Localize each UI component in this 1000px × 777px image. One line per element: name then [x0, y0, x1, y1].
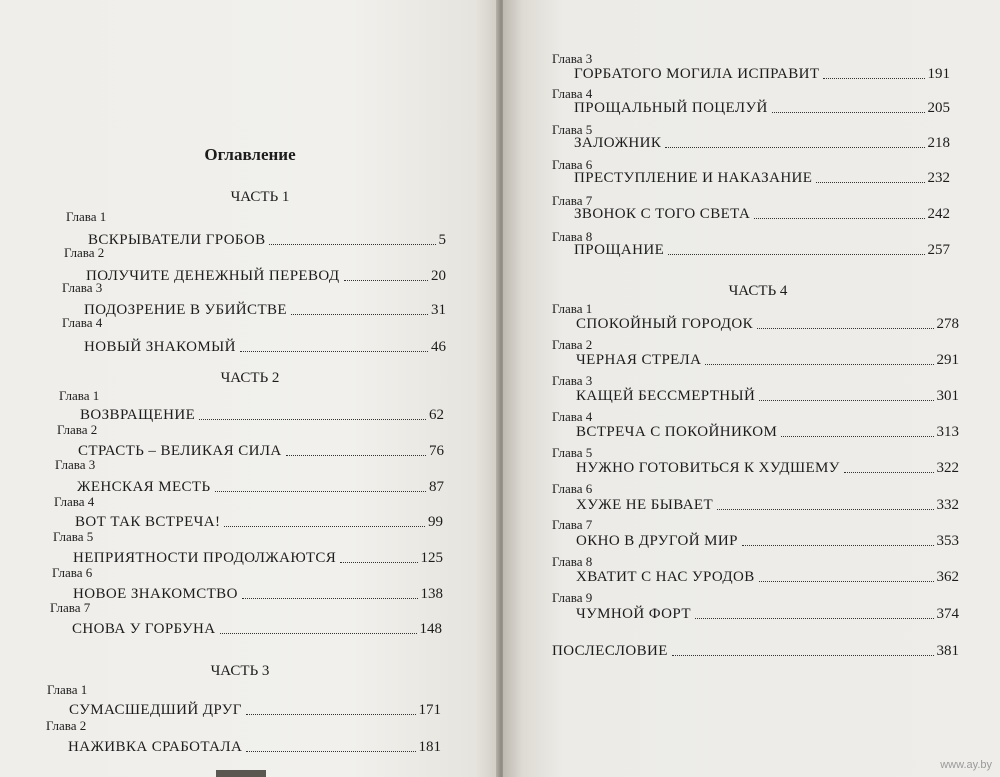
- entry-title: НЕПРИЯТНОСТИ ПРОДОЛЖАЮТСЯ: [73, 550, 337, 566]
- page-edge-mark: [216, 770, 266, 777]
- entry-title: ПОДОЗРЕНИЕ В УБИЙСТВЕ: [84, 302, 287, 318]
- dot-leader: [224, 526, 425, 527]
- entry-page: 205: [927, 100, 950, 116]
- dot-leader: [668, 254, 924, 255]
- entry-title: ВСТРЕЧА С ПОКОЙНИКОМ: [576, 424, 778, 440]
- dot-leader: [781, 436, 933, 437]
- entry-page: 374: [936, 606, 959, 622]
- dot-leader: [340, 562, 417, 563]
- dot-leader: [344, 280, 428, 281]
- dot-leader: [772, 112, 925, 113]
- entry-page: 181: [418, 739, 441, 755]
- chapter-label: Глава 2: [64, 245, 105, 260]
- entry-title: ЗАЛОЖНИК: [574, 135, 662, 151]
- chapter-label: Глава 4: [62, 315, 103, 330]
- toc-entry[interactable]: [86, 265, 446, 285]
- toc-entry[interactable]: [576, 603, 959, 623]
- dot-leader: [757, 328, 933, 329]
- entry-title: ВОЗВРАЩЕНИЕ: [80, 407, 196, 423]
- toc-entry[interactable]: [576, 313, 959, 333]
- dot-leader: [759, 581, 934, 582]
- chapter-label: Глава 4: [552, 86, 593, 101]
- part-heading: ЧАСТЬ 4: [728, 283, 788, 299]
- chapter-label: Глава 1: [552, 301, 593, 316]
- entry-page: 301: [936, 388, 959, 404]
- entry-page: 125: [420, 550, 443, 566]
- entry-page: 242: [927, 206, 950, 222]
- toc-entry[interactable]: [72, 618, 442, 638]
- toc-entry[interactable]: [574, 63, 950, 83]
- chapter-label: Глава 6: [552, 481, 593, 496]
- entry-page: 218: [927, 135, 950, 151]
- toc-entry[interactable]: [576, 385, 959, 405]
- toc-entry[interactable]: [576, 566, 959, 586]
- dot-leader: [240, 351, 428, 352]
- dot-leader: [199, 419, 426, 420]
- entry-title: НОВОЕ ЗНАКОМСТВО: [73, 586, 238, 602]
- entry-page: 278: [936, 316, 959, 332]
- entry-title: ОКНО В ДРУГОЙ МИР: [576, 533, 738, 549]
- toc-entry[interactable]: [69, 699, 441, 719]
- entry-title: ХУЖЕ НЕ БЫВАЕТ: [576, 497, 714, 513]
- chapter-label: Глава 3: [55, 457, 96, 472]
- toc-entry[interactable]: [88, 229, 446, 249]
- toc-entry[interactable]: [574, 167, 950, 187]
- entry-title: ЧЕРНАЯ СТРЕЛА: [576, 352, 702, 368]
- entry-page: 332: [936, 497, 959, 513]
- entry-page: 138: [420, 586, 443, 602]
- entry-page: 46: [431, 339, 446, 355]
- entry-title: НАЖИВКА СРАБОТАЛА: [68, 739, 243, 755]
- entry-page: 171: [418, 702, 441, 718]
- dot-leader: [844, 472, 934, 473]
- entry-title: СТРАСТЬ – ВЕЛИКАЯ СИЛА: [78, 443, 282, 459]
- entry-title: НОВЫЙ ЗНАКОМЫЙ: [84, 339, 236, 355]
- toc-entry[interactable]: [77, 476, 444, 496]
- part-heading: ЧАСТЬ 2: [220, 370, 280, 386]
- chapter-label: Глава 2: [57, 422, 98, 437]
- chapter-label: Глава 7: [552, 517, 593, 532]
- entry-page: 31: [431, 302, 446, 318]
- chapter-label: Глава 7: [552, 193, 593, 208]
- toc-entry[interactable]: [75, 511, 443, 531]
- entry-title: ВОТ ТАК ВСТРЕЧА!: [75, 514, 221, 530]
- dot-leader: [823, 78, 924, 79]
- right-page: [503, 0, 1000, 777]
- part-heading: ЧАСТЬ 3: [210, 663, 270, 679]
- toc-entry[interactable]: [576, 494, 959, 514]
- entry-title: ПОЛУЧИТЕ ДЕНЕЖНЫЙ ПЕРЕВОД: [86, 268, 340, 284]
- toc-entry[interactable]: [576, 421, 959, 441]
- chapter-label: Глава 5: [552, 122, 593, 137]
- entry-page: 148: [419, 621, 442, 637]
- entry-page: 76: [429, 443, 444, 459]
- toc-entry[interactable]: [576, 349, 959, 369]
- dot-leader: [742, 545, 934, 546]
- toc-entry[interactable]: [574, 203, 950, 223]
- entry-page: 62: [429, 407, 444, 423]
- entry-page: 99: [428, 514, 443, 530]
- dot-leader: [695, 618, 934, 619]
- chapter-label: Глава 5: [53, 529, 94, 544]
- dot-leader: [291, 314, 428, 315]
- chapter-label: Глава 1: [59, 388, 100, 403]
- entry-title: ПРОЩАЛЬНЫЙ ПОЦЕЛУЙ: [574, 100, 768, 116]
- entry-page: 232: [927, 170, 950, 186]
- dot-leader: [269, 244, 435, 245]
- chapter-label: Глава 6: [52, 565, 93, 580]
- entry-page: 191: [927, 66, 950, 82]
- entry-title: ЧУМНОЙ ФОРТ: [576, 606, 691, 622]
- chapter-label: Глава 8: [552, 554, 593, 569]
- part-heading: ЧАСТЬ 1: [230, 189, 290, 205]
- dot-leader: [717, 509, 933, 510]
- entry-title: ЗВОНОК С ТОГО СВЕТА: [574, 206, 751, 222]
- chapter-label: Глава 8: [552, 229, 593, 244]
- toc-entry[interactable]: [574, 97, 950, 117]
- dot-leader: [215, 491, 426, 492]
- entry-title: СПОКОЙНЫЙ ГОРОДОК: [576, 316, 754, 332]
- toc-entry[interactable]: [73, 583, 443, 603]
- entry-title: ПРЕСТУПЛЕНИЕ И НАКАЗАНИЕ: [574, 170, 813, 186]
- chapter-label: Глава 9: [552, 590, 593, 605]
- chapter-label: Глава 3: [552, 51, 593, 66]
- dot-leader: [672, 655, 934, 656]
- entry-page: 20: [431, 268, 446, 284]
- entry-page: 257: [927, 242, 950, 258]
- dot-leader: [759, 400, 933, 401]
- dot-leader: [246, 714, 416, 715]
- entry-title: СУМАСШЕДШИЙ ДРУГ: [69, 702, 242, 718]
- chapter-label: Глава 2: [552, 337, 593, 352]
- chapter-label: Глава 2: [46, 718, 87, 733]
- toc-entry[interactable]: [574, 239, 950, 259]
- dot-leader: [705, 364, 933, 365]
- chapter-label: Глава 6: [552, 157, 593, 172]
- toc-entry[interactable]: [576, 457, 959, 477]
- entry-page: 381: [936, 643, 959, 659]
- dot-leader: [246, 751, 415, 752]
- entry-title: КАЩЕЙ БЕССМЕРТНЫЙ: [576, 388, 756, 404]
- toc-entry[interactable]: [78, 440, 444, 460]
- entry-title: ЖЕНСКАЯ МЕСТЬ: [77, 479, 211, 495]
- toc-entry[interactable]: [68, 736, 441, 756]
- chapter-label: Глава 1: [47, 682, 88, 697]
- chapter-label: Глава 3: [552, 373, 593, 388]
- entry-page: 5: [438, 232, 446, 248]
- entry-title: ПРОЩАНИЕ: [574, 242, 665, 258]
- dot-leader: [665, 147, 924, 148]
- entry-page: 313: [936, 424, 959, 440]
- entry-title: СНОВА У ГОРБУНА: [72, 621, 216, 637]
- dot-leader: [242, 598, 418, 599]
- chapter-label: Глава 3: [62, 280, 103, 295]
- chapter-label: Глава 4: [552, 409, 593, 424]
- dot-leader: [286, 455, 426, 456]
- chapter-label: Глава 1: [66, 209, 107, 224]
- entry-page: 322: [936, 460, 959, 476]
- entry-title: ПОСЛЕСЛОВИЕ: [552, 643, 668, 659]
- watermark-text: www.ay.by: [940, 759, 992, 771]
- entry-page: 291: [936, 352, 959, 368]
- entry-title: ХВАТИТ С НАС УРОДОВ: [576, 569, 755, 585]
- entry-page: 353: [936, 533, 959, 549]
- dot-leader: [816, 182, 924, 183]
- chapter-label: Глава 4: [54, 494, 95, 509]
- toc-entry[interactable]: [84, 299, 446, 319]
- toc-entry[interactable]: [80, 404, 444, 424]
- entry-title: ГОРБАТОГО МОГИЛА ИСПРАВИТ: [574, 66, 820, 82]
- toc-entry[interactable]: [576, 530, 959, 550]
- toc-entry[interactable]: [73, 547, 443, 567]
- toc-entry[interactable]: [84, 336, 446, 356]
- chapter-label: Глава 7: [50, 600, 91, 615]
- entry-title: ВСКРЫВАТЕЛИ ГРОБОВ: [88, 232, 266, 248]
- entry-title: НУЖНО ГОТОВИТЬСЯ К ХУДШЕМУ: [576, 460, 840, 476]
- entry-page: 362: [936, 569, 959, 585]
- toc-title: Оглавление: [204, 145, 296, 164]
- entry-page: 87: [429, 479, 444, 495]
- chapter-label: Глава 5: [552, 445, 593, 460]
- toc-entry-afterword[interactable]: [552, 640, 959, 660]
- dot-leader: [754, 218, 924, 219]
- dot-leader: [220, 633, 417, 634]
- toc-entry[interactable]: [574, 132, 950, 152]
